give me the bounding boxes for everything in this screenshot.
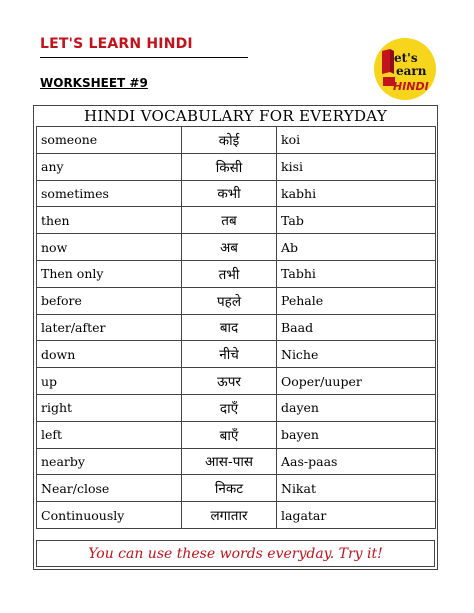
hindi-cell: पहले: [182, 287, 277, 314]
roman-cell: Nikat: [277, 475, 436, 502]
roman-cell: Tabhi: [277, 260, 436, 287]
roman-cell: Baad: [277, 314, 436, 341]
table-row: [37, 153, 436, 180]
logo-line2: earn: [396, 64, 427, 78]
english-cell: up: [37, 368, 182, 395]
english-cell: Near/close: [37, 475, 182, 502]
page-title: LET'S LEARN HINDI: [40, 36, 193, 52]
table-row: [37, 207, 436, 234]
roman-cell: Ab: [277, 234, 436, 261]
roman-cell: kabhi: [277, 180, 436, 207]
roman-cell: Tab: [277, 207, 436, 234]
logo: [373, 37, 437, 101]
worksheet-label: WORKSHEET #9: [40, 76, 148, 90]
table-row: [37, 314, 436, 341]
vocabulary-table: [36, 126, 436, 529]
hindi-cell: ऊपर: [182, 368, 277, 395]
roman-cell: Ooper/uuper: [277, 368, 436, 395]
table-row: [37, 448, 436, 475]
hindi-cell: तब: [182, 207, 277, 234]
roman-cell: bayen: [277, 421, 436, 448]
english-cell: Continuously: [37, 502, 182, 529]
hindi-cell: किसी: [182, 153, 277, 180]
title-underline: [40, 57, 248, 58]
table-row: [37, 127, 436, 154]
table-row: [37, 421, 436, 448]
logo-line3: HINDI: [393, 80, 429, 93]
hindi-cell: कोई: [182, 127, 277, 154]
roman-cell: dayen: [277, 394, 436, 421]
english-cell: Then only: [37, 260, 182, 287]
english-cell: now: [37, 234, 182, 261]
table-row: [37, 475, 436, 502]
hindi-cell: निकट: [182, 475, 277, 502]
table-row: [37, 180, 436, 207]
table-row: [37, 394, 436, 421]
table-row: [37, 368, 436, 395]
footer-note: You can use these words everyday. Try it!: [36, 540, 435, 567]
english-cell: right: [37, 394, 182, 421]
hindi-cell: नीचे: [182, 341, 277, 368]
table-row: [37, 287, 436, 314]
english-cell: before: [37, 287, 182, 314]
hindi-cell: आस-पास: [182, 448, 277, 475]
english-cell: left: [37, 421, 182, 448]
roman-cell: koi: [277, 127, 436, 154]
roman-cell: Pehale: [277, 287, 436, 314]
hindi-cell: तभी: [182, 260, 277, 287]
english-cell: someone: [37, 127, 182, 154]
hindi-cell: बाएँ: [182, 421, 277, 448]
hindi-cell: कभी: [182, 180, 277, 207]
table-row: [37, 341, 436, 368]
sheet-title: HINDI VOCABULARY FOR EVERYDAY: [83, 107, 388, 125]
vocabulary-sheet: [33, 105, 438, 570]
roman-cell: Niche: [277, 341, 436, 368]
hindi-cell: लगातार: [182, 502, 277, 529]
roman-cell: kisi: [277, 153, 436, 180]
roman-cell: lagatar: [277, 502, 436, 529]
hindi-cell: अब: [182, 234, 277, 261]
hindi-cell: बाद: [182, 314, 277, 341]
english-cell: any: [37, 153, 182, 180]
roman-cell: Aas-paas: [277, 448, 436, 475]
table-row: [37, 234, 436, 261]
hindi-cell: दाएँ: [182, 394, 277, 421]
table-row: [37, 502, 436, 529]
english-cell: then: [37, 207, 182, 234]
logo-line1: et's: [394, 51, 418, 65]
english-cell: later/after: [37, 314, 182, 341]
english-cell: sometimes: [37, 180, 182, 207]
english-cell: nearby: [37, 448, 182, 475]
english-cell: down: [37, 341, 182, 368]
table-row: [37, 260, 436, 287]
